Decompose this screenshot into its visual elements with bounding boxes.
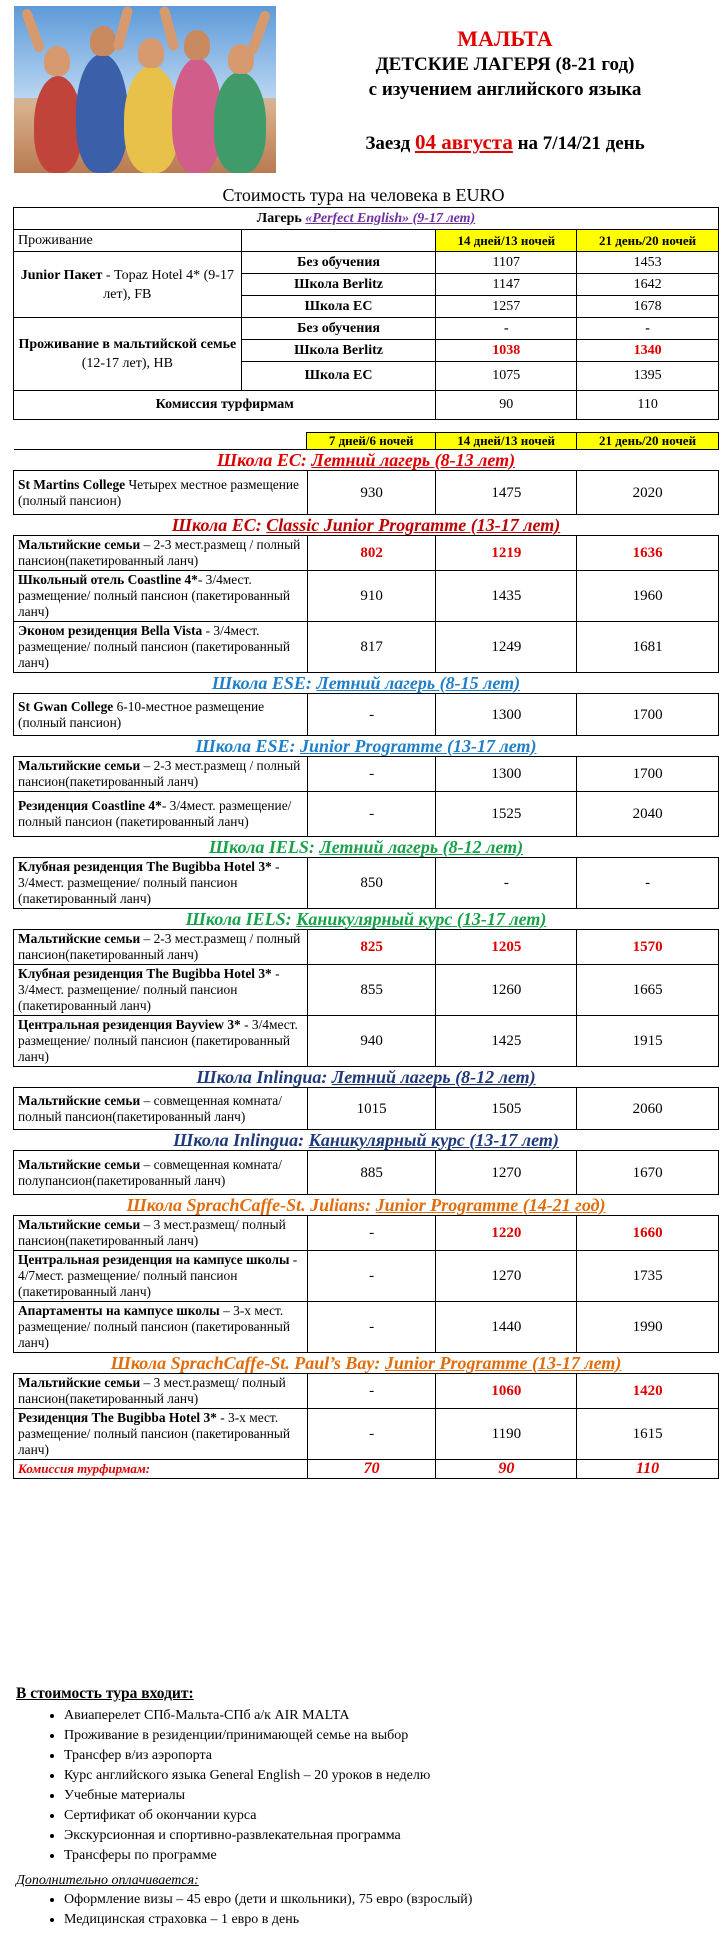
section-header-row xyxy=(14,673,719,694)
title-block xyxy=(300,26,710,155)
accommodation-description xyxy=(14,536,308,571)
accommodation-details: – 2-3 мест.размещ / полный пансион(пакетированный ланч) xyxy=(18,537,301,568)
table-row xyxy=(14,1409,719,1460)
junior-package-label: Junior Пакет - Topaz Hotel 4* (9-17 лет), FB xyxy=(14,252,242,318)
camp-name-link[interactable]: «Perfect English» (9-17 лет) xyxy=(305,210,476,226)
price-cell: 1615 xyxy=(577,1409,719,1460)
section-school: Школа IELS: xyxy=(185,909,292,929)
group-photo-icon xyxy=(14,6,276,173)
list-item: • Курс английского языка General English – 20 уроков в неделю xyxy=(64,1766,716,1786)
accommodation-description xyxy=(14,792,308,837)
table-row xyxy=(14,471,719,515)
list-item: • Сертификат об окончании курса xyxy=(64,1806,716,1826)
price-cell: 1425 xyxy=(436,1016,577,1067)
accommodation-name: Мальтийские семьи xyxy=(18,1217,141,1232)
camp-commission-label: Комиссия турфирмам xyxy=(14,391,436,420)
section-programme-link[interactable]: Каникулярный курс (13-17 лет) xyxy=(296,909,547,929)
price-cell: 1038 xyxy=(436,340,577,362)
arrival-line xyxy=(300,130,710,155)
list-item: • Оформление визы – 45 евро (дети и школьники), 75 евро (взрослый) xyxy=(64,1890,716,1910)
price-cell: 1960 xyxy=(577,571,719,622)
price-cell: 1665 xyxy=(577,965,719,1016)
price-cell: 1642 xyxy=(577,274,719,296)
section-title xyxy=(14,515,719,536)
accommodation-details: - 3-х мест. размещение/ полный пансион (пакетированный ланч) xyxy=(18,1410,291,1457)
price-cell: 1440 xyxy=(436,1302,577,1353)
price-cell: 1660 xyxy=(577,1216,719,1251)
section-programme-link[interactable]: Летний лагерь (8-12 лет) xyxy=(331,1067,536,1087)
accommodation-description xyxy=(14,757,308,792)
school-cell: Школа Berlitz xyxy=(241,340,436,362)
section-title xyxy=(14,450,719,471)
price-cell: 1190 xyxy=(436,1409,577,1460)
school-cell: Школа EC xyxy=(241,296,436,318)
price-cell: 1075 xyxy=(436,362,577,391)
price-cell: 2060 xyxy=(577,1088,719,1130)
price-cell: 1735 xyxy=(577,1251,719,1302)
section-header-row xyxy=(14,837,719,858)
price-cell: 825 xyxy=(307,930,436,965)
extras-list xyxy=(16,1890,716,1930)
price-cell: 1015 xyxy=(307,1088,436,1130)
accommodation-description xyxy=(14,471,308,515)
price-cell: 1260 xyxy=(436,965,577,1016)
school-cell: Школа EC xyxy=(241,362,436,391)
section-header-row xyxy=(14,450,719,471)
accommodation-description xyxy=(14,1409,308,1460)
price-cell: - xyxy=(307,694,436,736)
col-accommodation: Проживание xyxy=(14,230,242,252)
price-cell: 1107 xyxy=(436,252,577,274)
schools-header xyxy=(13,432,719,450)
col-14-days: 14 дней/13 ночей xyxy=(436,433,577,450)
price-cell: 1475 xyxy=(436,471,577,515)
price-cell: 1060 xyxy=(436,1374,577,1409)
accommodation-description xyxy=(14,1302,308,1353)
camp-table xyxy=(13,207,719,420)
price-cell: 1220 xyxy=(436,1216,577,1251)
accommodation-name: Мальтийские семьи xyxy=(18,1156,141,1172)
price-cell: 1219 xyxy=(436,536,577,571)
price-cell: - xyxy=(577,858,719,909)
section-header-row xyxy=(14,1130,719,1151)
table-row xyxy=(14,757,719,792)
accommodation-details: – 3 мест.размещ/ полный пансион(пакетированный ланч) xyxy=(18,1217,286,1248)
arrival-suffix: на 7/14/21 день xyxy=(517,133,645,154)
commission-value: 70 xyxy=(307,1460,436,1479)
price-cell: - xyxy=(436,858,577,909)
price-cell: 1505 xyxy=(436,1088,577,1130)
accommodation-name: Центральная резиденция Bayview 3* xyxy=(18,1017,241,1032)
list-item: • Трансфер в/из аэропорта xyxy=(64,1746,716,1766)
price-cell: 2020 xyxy=(577,471,719,515)
price-cell: 1700 xyxy=(577,757,719,792)
accommodation-details: - 3/4мест. размещение/ полный пансион (пакетированный ланч) xyxy=(18,859,280,906)
accommodation-description xyxy=(14,1216,308,1251)
price-cell: 802 xyxy=(307,536,436,571)
section-programme-link[interactable]: Junior Programme (13-17 лет) xyxy=(300,736,537,756)
table-row xyxy=(14,965,719,1016)
section-title xyxy=(14,909,719,930)
price-cell: 2040 xyxy=(577,792,719,837)
accommodation-details: – 2-3 мест.размещ / полный пансион(пакетированный ланч) xyxy=(18,758,301,789)
arrival-prefix: Заезд xyxy=(365,133,411,154)
price-cell: - xyxy=(307,1216,436,1251)
section-header-row xyxy=(14,909,719,930)
accommodation-description xyxy=(14,965,308,1016)
list-item: • Авиаперелет СПб-Мальта-СПб а/к AIR MALTA xyxy=(64,1706,716,1726)
accommodation-name: Мальтийские семьи xyxy=(18,1375,141,1390)
col-21-days: 21 день/20 ночей xyxy=(577,433,719,450)
table-row xyxy=(14,1216,719,1251)
camp-title: Лагерь «Perfect English» (9-17 лет) xyxy=(14,208,719,230)
extras-title: Дополнительно оплачивается: xyxy=(16,1873,199,1888)
price-cell: 1990 xyxy=(577,1302,719,1353)
table-row xyxy=(14,930,719,965)
section-programme-link[interactable]: Junior Programme (14-21 год) xyxy=(375,1195,606,1215)
arrival-date: 04 августа xyxy=(414,130,513,154)
accommodation-details: – 3 мест.размещ/ полный пансион(пакетированный ланч) xyxy=(18,1375,286,1406)
commission-value: 90 xyxy=(436,1460,577,1479)
accommodation-details: Четырех местное размещение (полный пансион) xyxy=(18,476,300,508)
accommodation-details: - 3/4мест. размещение/ полный пансион (пакетированный ланч) xyxy=(18,798,292,829)
price-cell: 1205 xyxy=(436,930,577,965)
accommodation-name: Резиденция The Bugibba Hotel 3* xyxy=(18,1410,217,1425)
section-school: Школа SprachCaffe-St. Julians: xyxy=(126,1195,372,1215)
section-title xyxy=(14,837,719,858)
price-cell: 1249 xyxy=(436,622,577,673)
price-cell: 930 xyxy=(307,471,436,515)
section-programme-link[interactable]: Classic Junior Programme (13-17 лет) xyxy=(266,515,561,535)
includes-title: В стоимость тура входит: xyxy=(16,1685,194,1702)
price-cell: 1300 xyxy=(436,694,577,736)
cost-title: Стоимость тура на человека в EURO xyxy=(222,185,505,205)
table-row xyxy=(14,858,719,909)
accommodation-description xyxy=(14,1151,308,1195)
includes-section xyxy=(16,1685,716,1866)
accommodation-details: - 3/4мест. размещение/ полный пансион (пакетированный ланч) xyxy=(18,966,280,1013)
price-cell: 910 xyxy=(307,571,436,622)
price-cell: 885 xyxy=(307,1151,436,1195)
section-header-row xyxy=(14,515,719,536)
price-cell: 1570 xyxy=(577,930,719,965)
accommodation-details: – совмещенная комната/ полный пансион(пакетированный ланч) xyxy=(18,1092,282,1124)
accommodation-details: - 3/4мест. размещение/ полный пансион (пакетированный ланч) xyxy=(18,1017,298,1064)
price-cell: 855 xyxy=(307,965,436,1016)
accommodation-description xyxy=(14,571,308,622)
section-programme-link[interactable]: Junior Programme (13-17 лет) xyxy=(384,1353,622,1373)
school-cell: Без обучения xyxy=(241,252,436,274)
section-title xyxy=(14,1353,719,1374)
accommodation-details: - 3/4мест. размещение/ полный пансион (пакетированный ланч) xyxy=(18,623,291,670)
extras-section xyxy=(16,1873,716,1930)
section-header-row xyxy=(14,736,719,757)
section-title xyxy=(14,1067,719,1088)
table-row xyxy=(14,1374,719,1409)
section-title xyxy=(14,1195,719,1216)
price-cell: 1435 xyxy=(436,571,577,622)
accommodation-details: – 2-3 мест.размещ / полный пансион(пакетированный ланч) xyxy=(18,931,301,962)
price-cell: 817 xyxy=(307,622,436,673)
price-cell: - xyxy=(436,318,577,340)
section-programme-link[interactable]: Летний лагерь (8-12 лет) xyxy=(319,837,524,857)
accommodation-name: Мальтийские семьи xyxy=(18,931,141,946)
accommodation-details: – 3-х мест. размещение/ полный пансион (пакетированный ланч) xyxy=(18,1303,291,1350)
price-cell: 850 xyxy=(307,858,436,909)
price-cell: 1147 xyxy=(436,274,577,296)
section-school: Школа IELS: xyxy=(208,837,315,857)
list-item: • Проживание в резиденции/принимающей семье на выбор xyxy=(64,1726,716,1746)
table-row xyxy=(14,1302,719,1353)
list-item: • Учебные материалы xyxy=(64,1786,716,1806)
section-school: Школа Inlingua: xyxy=(196,1067,328,1087)
section-header-row xyxy=(14,1195,719,1216)
price-cell: 1395 xyxy=(577,362,719,391)
price-cell: 1300 xyxy=(436,757,577,792)
camp-commission-14: 90 xyxy=(436,391,577,420)
table-row xyxy=(14,1016,719,1067)
section-school: Школа SprachCaffe-St. Paul’s Bay: xyxy=(110,1353,381,1373)
accommodation-name: Эконом резиденция Bella Vista xyxy=(18,623,203,638)
accommodation-description xyxy=(14,930,308,965)
accommodation-details: – совмещенная комната/ полупансион(пакетированный ланч) xyxy=(18,1156,282,1188)
accommodation-description xyxy=(14,1016,308,1067)
subtitle-camps: ДЕТСКИЕ ЛАГЕРЯ (8-21 год) xyxy=(375,54,635,75)
price-cell: - xyxy=(307,1302,436,1353)
accommodation-details: - 3/4мест. размещение/ полный пансион (пакетированный ланч) xyxy=(18,572,291,619)
commission-value: 110 xyxy=(577,1460,719,1479)
accommodation-name: St Martins College xyxy=(18,476,126,492)
col-14-days: 14 дней/13 ночей xyxy=(436,230,577,252)
accommodation-name: Клубная резиденция The Bugibba Hotel 3* xyxy=(18,859,272,874)
table-row xyxy=(14,792,719,837)
price-cell: 1270 xyxy=(436,1151,577,1195)
table-row xyxy=(14,1151,719,1195)
accommodation-description xyxy=(14,1088,308,1130)
accommodation-name: Клубная резиденция The Bugibba Hotel 3* xyxy=(18,966,272,981)
table-row xyxy=(14,1251,719,1302)
subtitle-english: с изучением английского языка xyxy=(368,79,642,100)
section-header-row xyxy=(14,1353,719,1374)
accommodation-name: Апартаменты на кампусе школы xyxy=(18,1303,220,1318)
section-header-row xyxy=(14,1067,719,1088)
section-programme-link[interactable]: Летний лагерь (8-13 лет) xyxy=(311,450,516,470)
price-cell: 1340 xyxy=(577,340,719,362)
schools-table xyxy=(13,449,719,1479)
accommodation-name: Школьный отель Coastline 4* xyxy=(18,572,198,587)
price-cell: 1257 xyxy=(436,296,577,318)
price-cell: - xyxy=(307,757,436,792)
accommodation-description xyxy=(14,1251,308,1302)
list-item: • Экскурсионная и спортивно-развлекательная программа xyxy=(64,1826,716,1846)
accommodation-details: - 4/7мест. размещение/ полный пансион (пакетированный ланч) xyxy=(18,1252,298,1299)
camp-commission-21: 110 xyxy=(577,391,719,420)
price-cell: - xyxy=(577,318,719,340)
accommodation-name: Центральная резиденция на кампусе школы xyxy=(18,1252,290,1267)
price-cell: 1681 xyxy=(577,622,719,673)
section-school: Школа EC: xyxy=(216,450,307,470)
price-cell: 1420 xyxy=(577,1374,719,1409)
accommodation-description xyxy=(14,858,308,909)
accommodation-details: 6-10-местное размещение (полный пансион) xyxy=(18,698,265,730)
section-school: Школа Inlingua: xyxy=(173,1130,305,1150)
price-cell: - xyxy=(307,1374,436,1409)
section-title xyxy=(14,673,719,694)
accommodation-name: Резиденция Coastline 4* xyxy=(18,798,162,813)
price-cell: 1678 xyxy=(577,296,719,318)
col-21-days: 21 день/20 ночей xyxy=(577,230,719,252)
school-cell: Без обучения xyxy=(241,318,436,340)
section-programme-link[interactable]: Каникулярный курс (13-17 лет) xyxy=(308,1130,559,1150)
commission-row xyxy=(14,1460,719,1479)
accommodation-description xyxy=(14,1374,308,1409)
school-cell: Школа Berlitz xyxy=(241,274,436,296)
col-7-days: 7 дней/6 ночей xyxy=(307,433,436,450)
accommodation-description xyxy=(14,694,308,736)
table-row xyxy=(14,694,719,736)
section-school: Школа ESE: xyxy=(211,673,312,693)
price-cell: - xyxy=(307,1409,436,1460)
table-row xyxy=(14,536,719,571)
price-cell: - xyxy=(307,1251,436,1302)
price-cell: 1525 xyxy=(436,792,577,837)
accommodation-name: Мальтийские семьи xyxy=(18,1092,141,1108)
price-cell: 940 xyxy=(307,1016,436,1067)
price-cell: 1915 xyxy=(577,1016,719,1067)
accommodation-description xyxy=(14,622,308,673)
table-row xyxy=(14,571,719,622)
list-item: • Медицинская страховка – 1 евро в день xyxy=(64,1910,716,1930)
section-school: Школа ESE: xyxy=(195,736,296,756)
price-cell: 1636 xyxy=(577,536,719,571)
section-programme-link[interactable]: Летний лагерь (8-15 лет) xyxy=(316,673,521,693)
table-row xyxy=(14,622,719,673)
list-item: • Трансферы по программе xyxy=(64,1846,716,1866)
section-title xyxy=(14,736,719,757)
page-title: МАЛЬТА xyxy=(457,26,553,51)
includes-list xyxy=(16,1706,716,1866)
section-school: Школа EC: xyxy=(171,515,262,535)
family-stay-label: Проживание в мальтийской семье (12-17 лет), HB xyxy=(14,318,242,391)
accommodation-name: Мальтийские семьи xyxy=(18,758,141,773)
price-cell: 1670 xyxy=(577,1151,719,1195)
price-cell: - xyxy=(307,792,436,837)
table-row xyxy=(14,1088,719,1130)
commission-label: Комиссия турфирмам: xyxy=(14,1460,308,1479)
price-cell: 1453 xyxy=(577,252,719,274)
accommodation-name: St Gwan College xyxy=(18,698,114,714)
price-cell: 1700 xyxy=(577,694,719,736)
section-title xyxy=(14,1130,719,1151)
price-cell: 1270 xyxy=(436,1251,577,1302)
accommodation-name: Мальтийские семьи xyxy=(18,537,141,552)
